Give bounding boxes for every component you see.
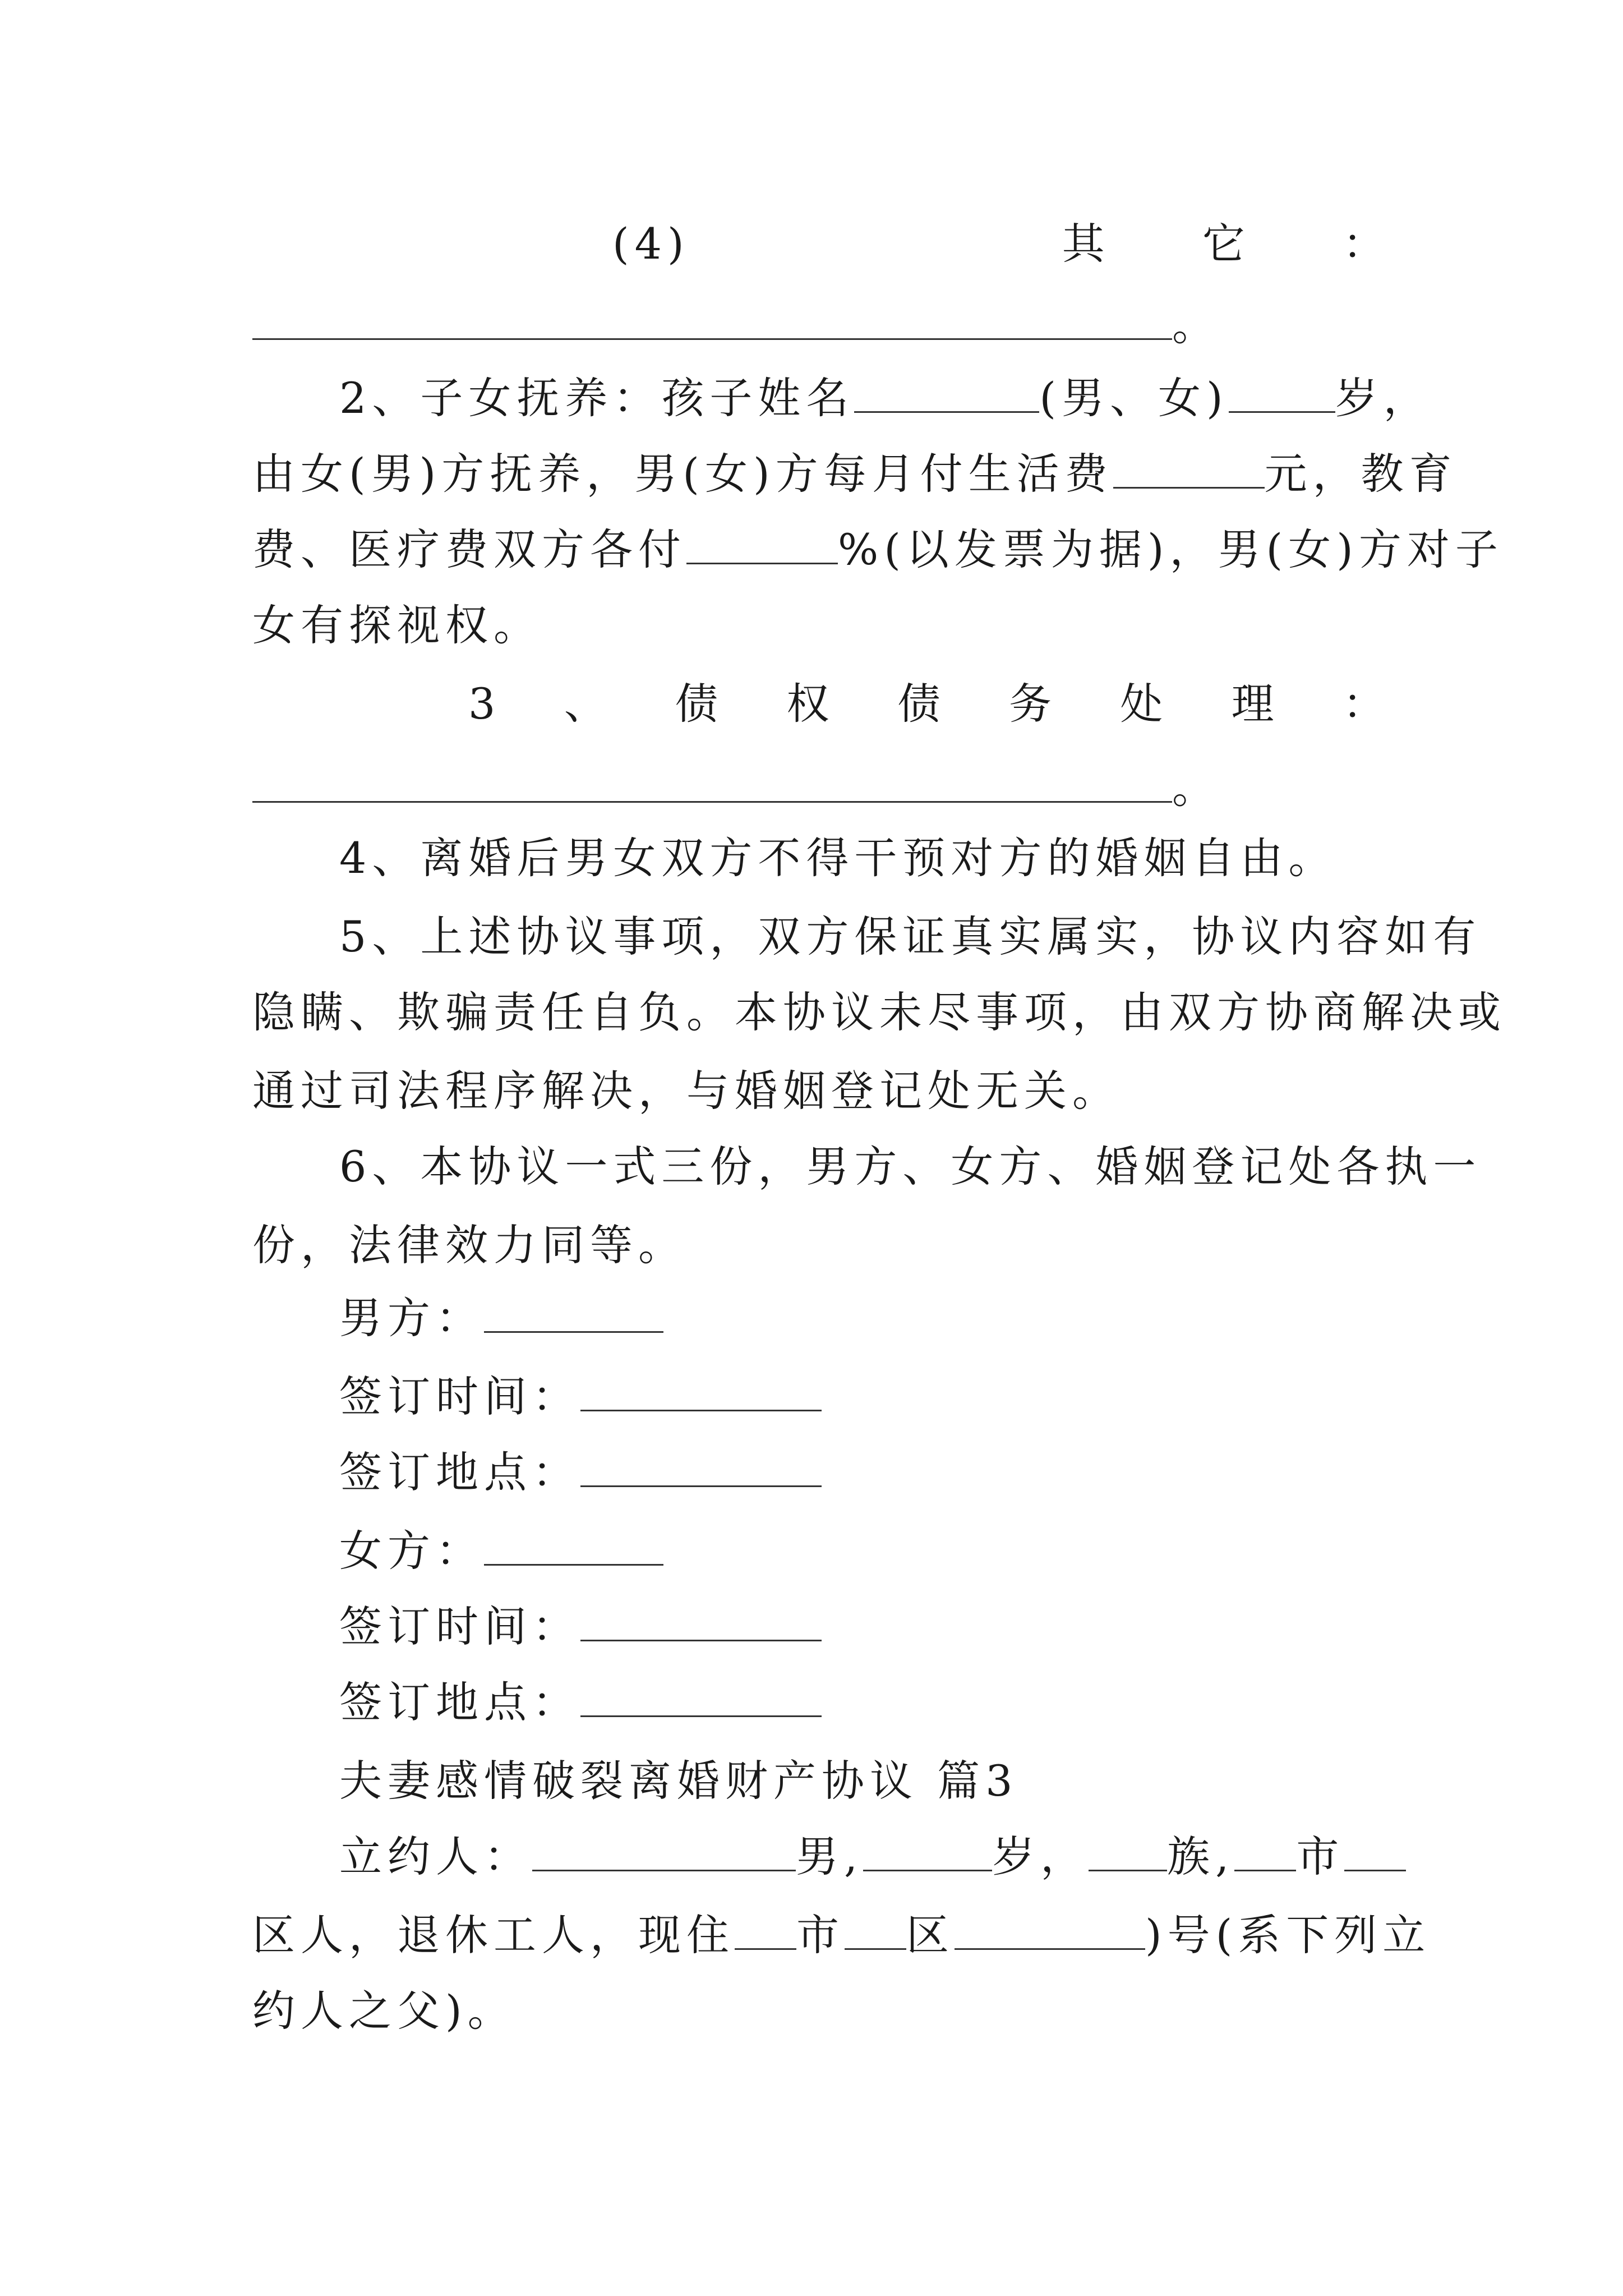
item6-line1: 6、本协议一式三份，男方、女方、婚姻登记处各执一 bbox=[339, 1142, 1482, 1191]
party-ethnic-blank[interactable] bbox=[1089, 1836, 1167, 1871]
male-time-blank[interactable] bbox=[580, 1376, 822, 1411]
item2-line2: 由女(男)方抚养，男(女)方每月付生活费 元，教育 bbox=[252, 449, 1458, 499]
fill-blank[interactable] bbox=[252, 305, 1172, 340]
party-line1: 立约人： 男, 岁， 族, 市 bbox=[339, 1823, 1391, 1890]
item5-line3: 通过司法程序解决，与婚姻登记处无关。 bbox=[252, 1066, 1121, 1116]
item4b-line: 4、离婚后男女双方不得干预对方的婚姻自由。 bbox=[339, 833, 1337, 883]
male-sign-time: 签订时间： bbox=[339, 1363, 1391, 1430]
address-city-blank[interactable] bbox=[735, 1915, 796, 1950]
male-name-blank[interactable] bbox=[484, 1297, 663, 1333]
item4-blank-line: 。 bbox=[252, 292, 1215, 359]
party-district-blank[interactable] bbox=[1344, 1836, 1406, 1871]
male-sign-place: 签订地点： bbox=[339, 1439, 1391, 1506]
item5-line1: 5、上述协议事项，双方保证真实属实，协议内容如有 bbox=[339, 912, 1482, 961]
female-time-blank[interactable] bbox=[580, 1606, 822, 1641]
male-place-blank[interactable] bbox=[580, 1452, 822, 1487]
female-place-blank[interactable] bbox=[580, 1682, 822, 1717]
item4-line: (4) 其 它 ： bbox=[612, 210, 1391, 278]
percent-blank[interactable] bbox=[686, 529, 838, 564]
party-age-blank[interactable] bbox=[863, 1836, 992, 1871]
male-signature: 男方： bbox=[339, 1285, 1391, 1352]
address-street-blank[interactable] bbox=[955, 1915, 1145, 1950]
female-sign-time: 签订时间： bbox=[339, 1593, 1391, 1660]
item2-line1: 2、子女抚养：孩子姓名 (男、女) 岁， bbox=[339, 373, 1432, 423]
living-fee-blank[interactable] bbox=[1113, 453, 1265, 489]
item5-line2: 隐瞒、欺骗责任自负。本协议未尽事项，由双方协商解决或 bbox=[252, 987, 1506, 1037]
female-sign-place: 签订地点： bbox=[339, 1669, 1391, 1736]
item2-line4: 女有探视权。 bbox=[252, 600, 542, 650]
item3-line: 3 、 债 权 债 务 处 理 ： bbox=[468, 679, 1391, 729]
child-name-blank[interactable] bbox=[854, 378, 1039, 413]
item2-line3: 费、医疗费双方各付 %(以发票为据)，男(女)方对子 bbox=[252, 524, 1504, 574]
address-district-blank[interactable] bbox=[845, 1915, 906, 1950]
child-age-blank[interactable] bbox=[1229, 378, 1335, 413]
section-title: 夫妻感情破裂离婚财产协议 篇3 bbox=[339, 1756, 1018, 1806]
party-line2: 区人，退休工人，现住 市 区 )号(系下列立 bbox=[252, 1910, 1431, 1960]
party-city-blank[interactable] bbox=[1234, 1836, 1296, 1871]
party-name-blank[interactable] bbox=[532, 1836, 796, 1871]
female-signature: 女方： bbox=[339, 1517, 1391, 1585]
party-line3: 约人之父)。 bbox=[252, 1986, 516, 2036]
fill-blank[interactable] bbox=[252, 767, 1172, 803]
item4-number: (4) bbox=[612, 219, 690, 269]
female-name-blank[interactable] bbox=[484, 1530, 663, 1566]
item3-blank-line: 。 bbox=[252, 754, 1215, 822]
item6-line2: 份，法律效力同等。 bbox=[252, 1220, 686, 1270]
